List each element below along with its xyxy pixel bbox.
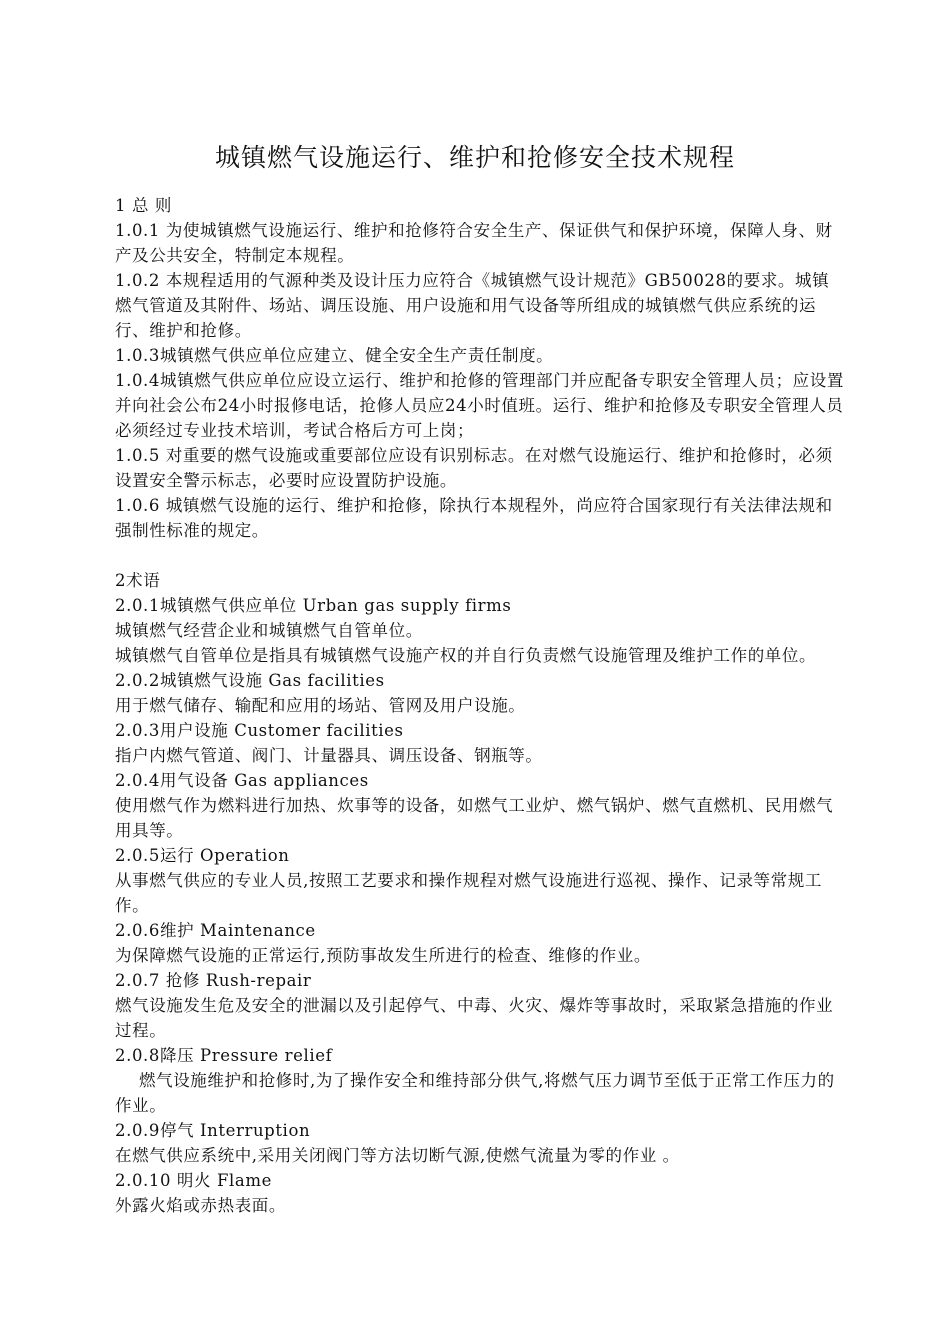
term-2-0-10-definition: 外露火焰或赤热表面。 (115, 1196, 286, 1215)
term-2-0-6-definition: 为保障燃气设施的正常运行,预防事故发生所进行的检查、维修的作业。 (115, 946, 651, 965)
term-2-0-3-definition: 指户内燃气管道、阀门、计量器具、调压设备、钢瓶等。 (115, 746, 543, 765)
clause-1-0-1: 1.0.1 为使城镇燃气设施运行、维护和抢修符合安全生产、保证供气和保护环境，保障人身、财产及公共安全，特制定本规程。 (115, 221, 833, 265)
clause-1-0-4: 1.0.4城镇燃气供应单位应设立运行、维护和抢修的管理部门并应配备专职安全管理人员；应设置并向社会公布24小时报修电话，抢修人员应24小时值班。运行、维护和抢修及专职安全管理人员必须经过专业技术培训，考试合格后方可上岗； (115, 371, 844, 440)
clause-1-0-5: 1.0.5 对重要的燃气设施或重要部位应设有识别标志。在对燃气设施运行、维护和抢修时，必须设置安全警示标志，必要时应设置防护设施。 (115, 446, 833, 490)
term-2-0-5: 2.0.5运行 Operation (115, 846, 290, 865)
section-heading-general: 1 总 则 (115, 196, 172, 215)
blank-line (115, 543, 845, 568)
term-2-0-2: 2.0.2城镇燃气设施 Gas facilities (115, 671, 385, 690)
term-2-0-2-definition: 用于燃气储存、输配和应用的场站、管网及用户设施。 (115, 696, 526, 715)
term-2-0-6: 2.0.6维护 Maintenance (115, 921, 316, 940)
term-2-0-9: 2.0.9停气 Interruption (115, 1121, 311, 1140)
section-heading-terms: 2术语 (115, 571, 161, 590)
clause-1-0-6: 1.0.6 城镇燃气设施的运行、维护和抢修，除执行本规程外，尚应符合国家现行有关法律法规和强制性标准的规定。 (115, 496, 833, 540)
document-title: 城镇燃气设施运行、维护和抢修安全技术规程 (214, 143, 735, 172)
term-2-0-5-definition: 从事燃气供应的专业人员,按照工艺要求和操作规程对燃气设施进行巡视、操作、记录等常规工作。 (115, 871, 822, 915)
term-2-0-8-definition: 燃气设施维护和抢修时,为了操作安全和维持部分供气,将燃气压力调节至低于正常工作压力的作业。 (115, 1071, 835, 1115)
term-2-0-9-definition: 在燃气供应系统中,采用关闭阀门等方法切断气源,使燃气流量为零的作业 。 (115, 1146, 680, 1165)
term-2-0-1-note: 城镇燃气自管单位是指具有城镇燃气设施产权的并自行负责燃气设施管理及维护工作的单位。 (115, 646, 817, 665)
term-2-0-4-definition: 使用燃气作为燃料进行加热、炊事等的设备，如燃气工业炉、燃气锅炉、燃气直燃机、民用燃气用具等。 (115, 796, 834, 840)
clause-1-0-3: 1.0.3城镇燃气供应单位应建立、健全安全生产责任制度。 (115, 346, 554, 365)
term-2-0-7: 2.0.7 抢修 Rush-repair (115, 971, 312, 990)
term-2-0-3: 2.0.3用户设施 Customer facilities (115, 721, 404, 740)
term-2-0-7-definition: 燃气设施发生危及安全的泄漏以及引起停气、中毒、火灾、爆炸等事故时，采取紧急措施的作业过程。 (115, 996, 834, 1040)
term-2-0-8: 2.0.8降压 Pressure relief (115, 1046, 333, 1065)
document-body (115, 193, 845, 1218)
term-2-0-10: 2.0.10 明火 Flame (115, 1171, 272, 1190)
term-2-0-4: 2.0.4用气设备 Gas appliances (115, 771, 369, 790)
term-2-0-1: 2.0.1城镇燃气供应单位 Urban gas supply firms (115, 596, 512, 615)
term-2-0-1-definition: 城镇燃气经营企业和城镇燃气自管单位。 (115, 621, 423, 640)
clause-1-0-2: 1.0.2 本规程适用的气源种类及设计压力应符合《城镇燃气设计规范》GB50028的要求。城镇燃气管道及其附件、场站、调压设施、用户设施和用气设备等所组成的城镇燃气供应系统的运行、维护和抢修。 (115, 271, 830, 340)
